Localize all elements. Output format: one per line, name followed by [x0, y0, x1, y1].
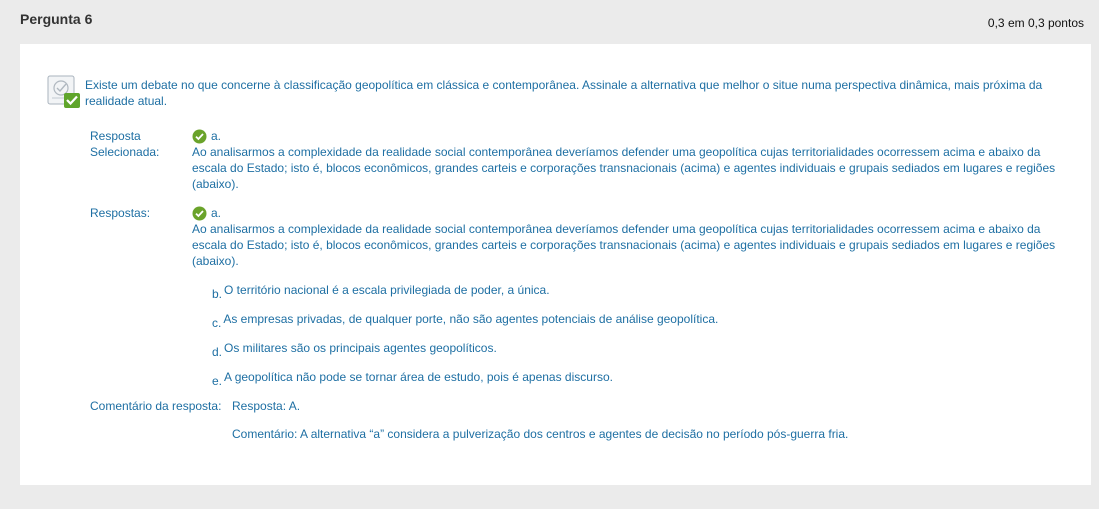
correct-question-icon — [47, 75, 81, 109]
selected-answer-letter: a. — [211, 129, 222, 143]
feedback-comment: Comentário: A alternativa “a” considera a pulverização dos centros e agentes de decisão no período pós-guerra fria. — [232, 427, 849, 441]
question-score: 0,3 em 0,3 pontos — [987, 16, 1084, 30]
answer-option-d — [212, 340, 497, 359]
question-title: Pergunta 6 — [20, 11, 93, 27]
selected-label-line1: Resposta — [90, 129, 141, 143]
answer-option-e — [212, 369, 613, 388]
option-text: As empresas privadas, de qualquer porte, não são agentes potenciais de análise geopolítica. — [223, 312, 719, 326]
check-circle-icon — [192, 206, 207, 221]
feedback-answer: Resposta: A. — [232, 399, 301, 413]
question-header — [20, 11, 1084, 35]
option-letter: d. — [212, 345, 223, 359]
selected-answer-label — [90, 128, 159, 160]
answer-option-b — [212, 282, 550, 301]
answer-option-c — [212, 311, 719, 330]
correct-answer-letter: a. — [211, 206, 222, 220]
option-letter: c. — [212, 316, 222, 330]
selected-label-line2: Selecionada: — [90, 145, 160, 159]
question-text: Existe um debate no que concerne à classificação geopolítica em clássica e contemporânea. Assinale a alternativa que melhor o situe numa perspectiva dinâmica, mais próxima da realidade atual. — [85, 78, 1043, 108]
option-text: Os militares são os principais agentes geopolíticos. — [224, 341, 497, 355]
correct-answer-text: Ao analisarmos a complexidade da realidade social contemporânea deveríamos defender uma geopolítica cujas territorialidades ocorressem acima e abaixo da escala do Estado; isto é, blocos econômicos, grandes carteis e corporações transnacionais (acima) e agentes individuais e grupais sediados em lugares e regiões (abaixo). — [192, 222, 1056, 268]
option-letter: b. — [212, 287, 223, 301]
check-circle-icon — [192, 129, 207, 144]
selected-answer-text: Ao analisarmos a complexidade da realidade social contemporânea deveríamos defender uma geopolítica cujas territorialidades ocorressem acima e abaixo da escala do Estado; isto é, blocos econômicos, grandes carteis e corporações transnacionais (acima) e agentes individuais e grupais sediados em lugares e regiões (abaixo). — [192, 145, 1056, 191]
option-text: O território nacional é a escala privilegiada de poder, a única. — [224, 283, 550, 297]
option-text: A geopolítica não pode se tornar área de estudo, pois é apenas discurso. — [224, 370, 613, 384]
option-letter: e. — [212, 374, 223, 388]
comment-label: Comentário da resposta: — [90, 399, 222, 413]
answers-label: Respostas: — [90, 206, 151, 220]
question-card — [20, 44, 1091, 485]
